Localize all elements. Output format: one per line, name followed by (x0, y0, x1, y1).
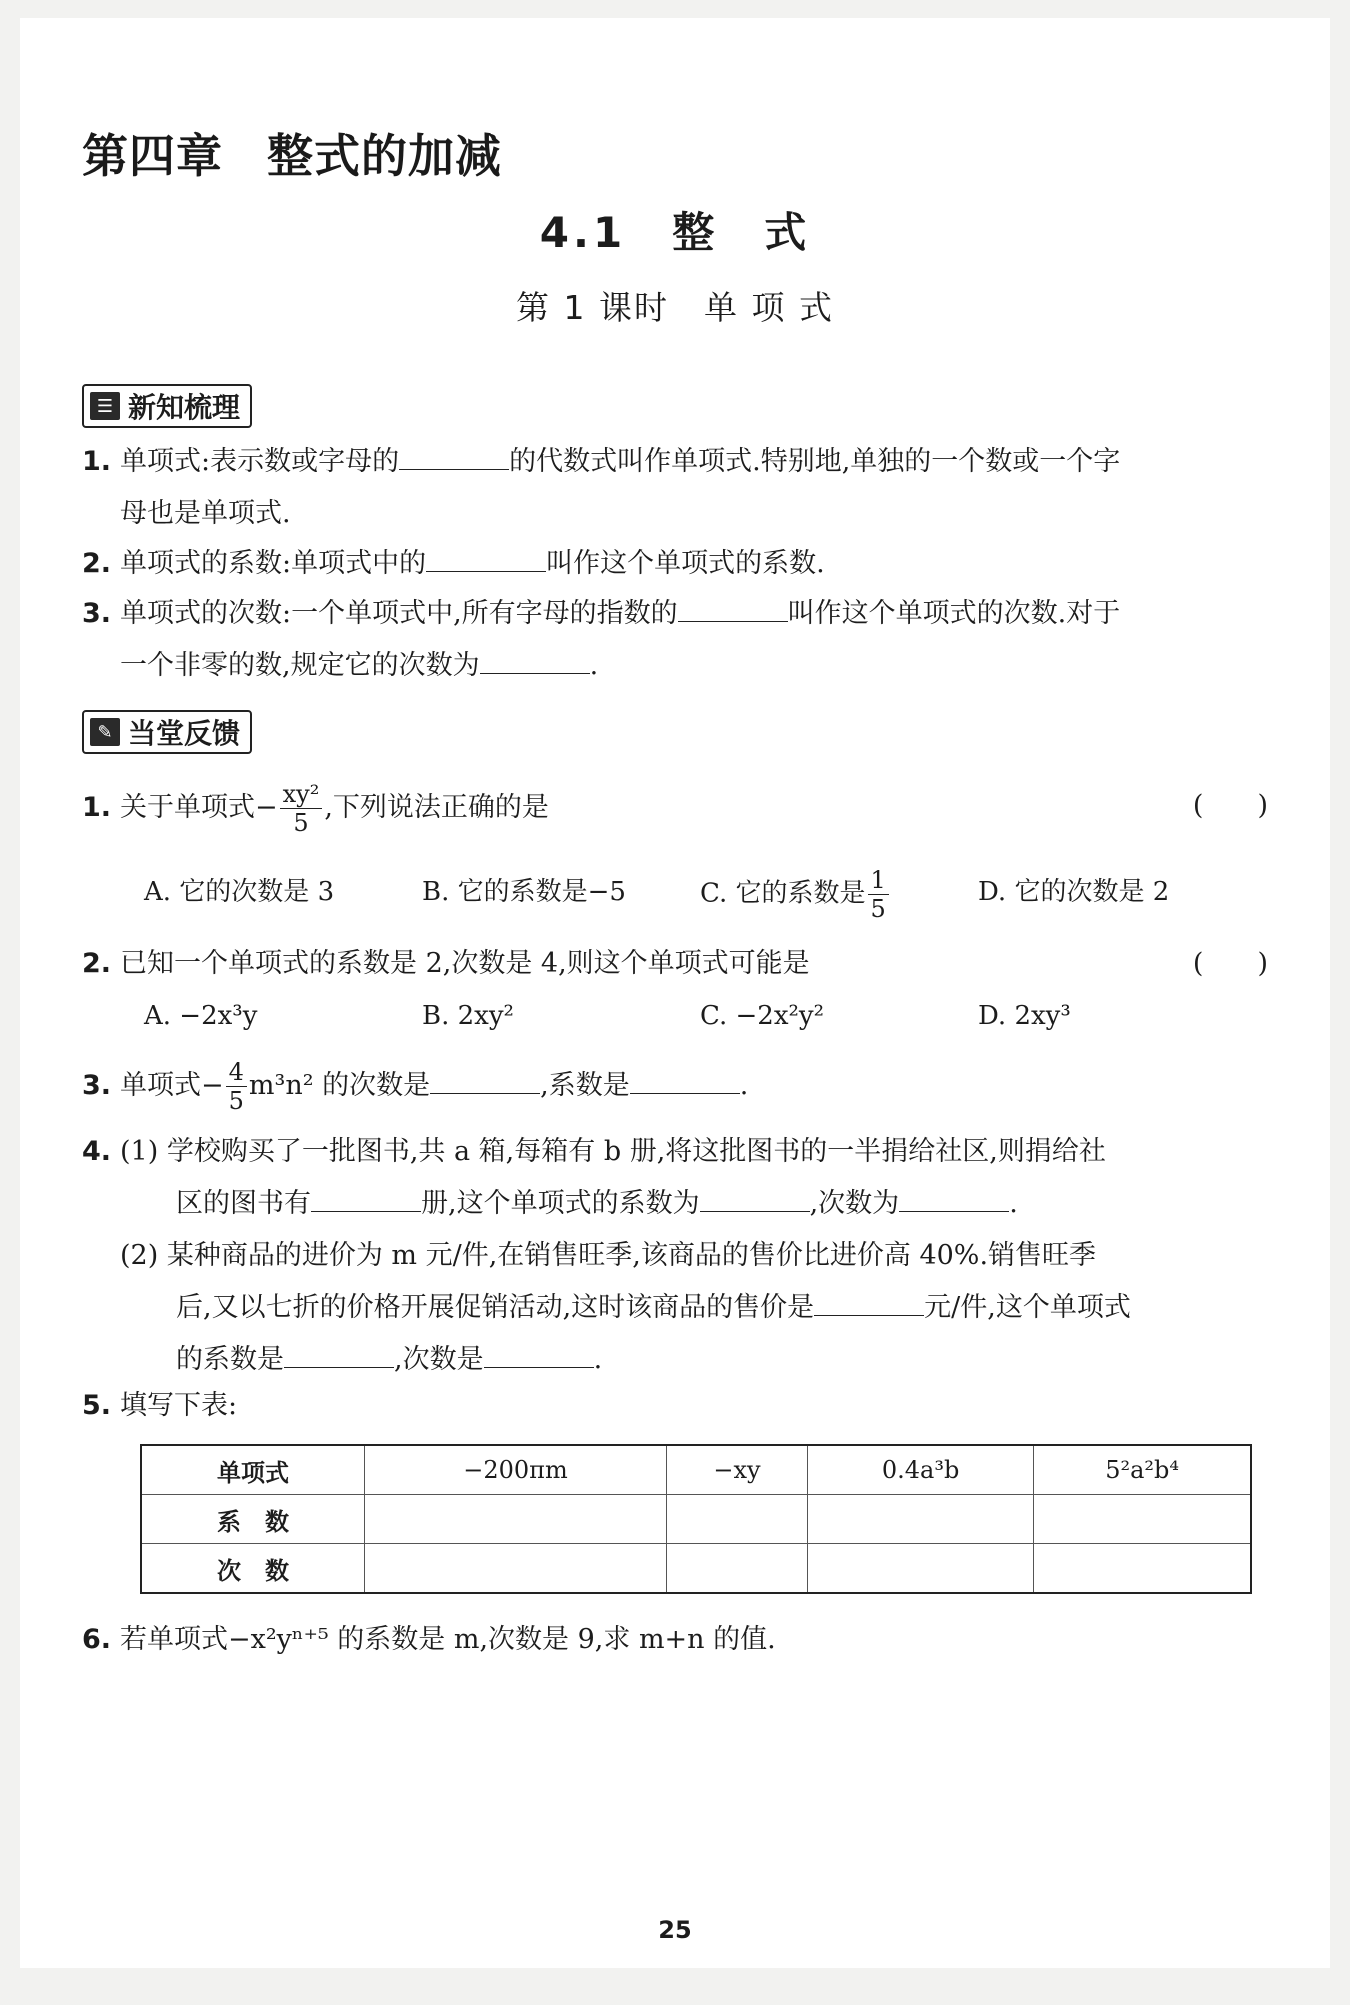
answer-blank[interactable] (480, 643, 590, 674)
option-b[interactable]: B. 2xy² (422, 1001, 514, 1031)
option-a[interactable]: A. −2x³y (144, 1001, 258, 1031)
answer-blank[interactable] (678, 591, 788, 622)
fraction: $\frac{\text{xy²}}{5}$ (280, 780, 323, 837)
knowledge-item-1: 1. 单项式:表示数或字母的 的代数式叫作单项式.特别地,单独的一个数或一个字 母也是单项式. (82, 436, 1268, 540)
option-c[interactable]: C. −2x²y² (700, 1001, 825, 1031)
answer-cell[interactable] (808, 1495, 1034, 1544)
knowledge-item-3: 3. 单项式的次数:一个单项式中,所有字母的指数的 叫作这个单项式的次数.对于 一个非零的数,规定它的次数为 . (82, 588, 1268, 692)
monomial-table (140, 1444, 1252, 1594)
answer-cell[interactable] (365, 1495, 667, 1544)
answer-blank[interactable] (284, 1337, 394, 1368)
fraction: $\frac{4}{5}$ (226, 1058, 247, 1115)
answer-cell[interactable] (808, 1544, 1034, 1594)
feedback-label: 当堂反馈 (128, 717, 241, 750)
row-header: 次 数 (141, 1544, 365, 1594)
knowledge-item-2: 2. 单项式的系数:单项式中的 叫作这个单项式的系数. (82, 538, 1268, 590)
answer-blank[interactable] (630, 1063, 740, 1094)
answer-cell[interactable] (666, 1495, 807, 1544)
book-icon: ☰ (90, 392, 120, 420)
answer-blank[interactable] (700, 1181, 810, 1212)
option-d[interactable]: D. 它的次数是 2 (978, 877, 1170, 907)
answer-blank[interactable] (311, 1181, 421, 1212)
lesson-title: 第 1 课时 单 项 式 (516, 288, 834, 327)
answer-cell[interactable] (666, 1544, 807, 1594)
table-cell: 5²a²b⁴ (1034, 1445, 1251, 1495)
table-cell: −xy (666, 1445, 807, 1495)
fraction: $\frac{1}{5}$ (868, 866, 889, 923)
answer-blank[interactable] (430, 1063, 540, 1094)
table-cell: 0.4a³b (808, 1445, 1034, 1495)
chapter-name: 整式的加减 (267, 129, 502, 183)
table-row (141, 1495, 1251, 1544)
question-1: 1. 关于单项式− $\frac{\text{xy²}}{5}$ ,下列说法正确的是 ( ) (82, 780, 1268, 837)
option-d[interactable]: D. 2xy³ (978, 1001, 1071, 1031)
question-5: 5. 填写下表: (82, 1390, 238, 1421)
row-header: 单项式 (141, 1445, 365, 1495)
question-3: 3. 单项式− $\frac{4}{5}$ m³n² 的次数是 ,系数是 . (82, 1058, 749, 1115)
section-title: 4.1 整 式 (539, 208, 811, 257)
row-header: 系 数 (141, 1495, 365, 1544)
table-cell: −200πm (365, 1445, 667, 1495)
question-4: 4. (1) 学校购买了一批图书,共 a 箱,每箱有 b 册,将这批图书的一半捐给社区,则捐给社 区的图书有 册,这个单项式的系数为 ,次数为 . (2) 某种商品的进价为 m 元/件,在销售旺季,该商品的售价比进价高 40%.销售旺季 后,又以七折的价格开展促销活动,这时该商品的售价是 元/件,这个单项式 的系数是 ,次数是 . (82, 1136, 1131, 1375)
new-knowledge-badge (82, 384, 252, 428)
question-6: 6. 若单项式−x²yⁿ⁺⁵ 的系数是 m,次数是 9,求 m+n 的值. (82, 1624, 776, 1655)
answer-cell[interactable] (1034, 1544, 1251, 1594)
answer-blank[interactable] (426, 541, 546, 572)
chapter-title (82, 120, 502, 186)
table-row (141, 1544, 1251, 1594)
new-knowledge-label: 新知梳理 (128, 391, 241, 424)
workbook-page (20, 18, 1330, 1968)
answer-blank[interactable] (814, 1285, 924, 1316)
pencil-icon: ✎ (90, 718, 120, 746)
page-number: 25 (658, 1916, 692, 1944)
answer-paren[interactable]: ( ) (1192, 948, 1268, 979)
answer-blank[interactable] (399, 439, 509, 470)
table-row (141, 1445, 1251, 1495)
feedback-badge (82, 710, 252, 754)
answer-paren[interactable]: ( ) (1192, 790, 1268, 821)
question-2: 2. 已知一个单项式的系数是 2,次数是 4,则这个单项式可能是 ( ) (82, 938, 1268, 990)
option-b[interactable]: B. 它的系数是−5 (422, 877, 626, 907)
answer-cell[interactable] (1034, 1495, 1251, 1544)
option-c[interactable]: C. 它的系数是 $\frac{1}{5}$ (700, 866, 891, 923)
answer-cell[interactable] (365, 1544, 667, 1594)
option-a[interactable]: A. 它的次数是 3 (144, 877, 335, 907)
answer-blank[interactable] (484, 1337, 594, 1368)
chapter-number: 第四章 (82, 129, 223, 183)
answer-blank[interactable] (899, 1181, 1009, 1212)
